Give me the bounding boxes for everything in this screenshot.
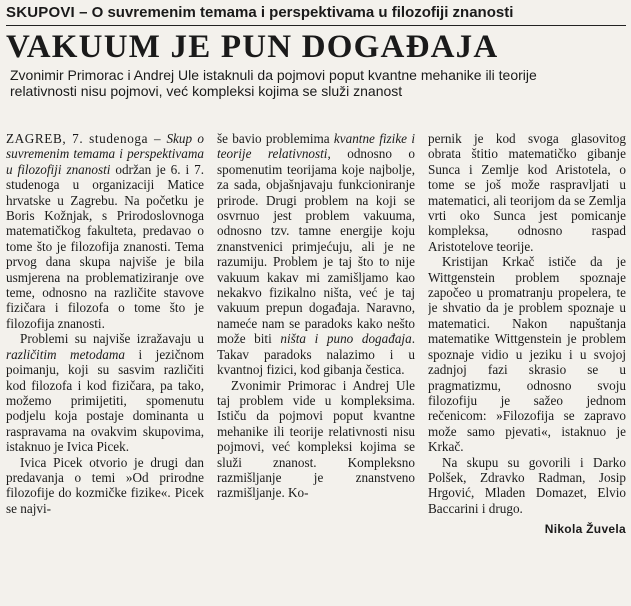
col3-paragraph-2: Kristijan Krkač ističe da je Wittgenstein problem spoznaje započeo u promatranju propelera, te je shvatio da je problem spoznaje u matematici. Nakon napuštanja matematike Wittgenstein je problem spoznaje vidio u jeziku i u svojoj zadnjoj fazi skrasio se u pragmatizmu, odnosno svoju filozofiju je sažeo jednom rečenicom: »Filozofija se zapravo može samo pjevati«, istaknuo je Krkač. xyxy=(428,254,626,455)
col2-p1-a: še bavio problemima xyxy=(217,131,334,146)
col1-p1-text: održan je 6. i 7. studenoga u organizaciji Matice hrvatske u Zagrebu. Na početku je Boris Kožnjak, s Prirodoslovnoga matematičkog fakulteta, predavao o tome što je filozofija znanosti. Tema prvog dana skupa najviše je bila usmjerena na problematiziranje ove teme, odnosno na različite stavove fizičara i filozofa o tome što je filozofija znanosti. xyxy=(6,161,204,331)
col1-paragraph-3: Ivica Picek otvorio je drugi dan predavanja o temi »Od prirodne filozofije do kozmičke fizike«. Picek se najvi- xyxy=(6,454,204,516)
col3-paragraph-3: Na skupu su govorili i Darko Polšek, Zdravko Radman, Josip Hrgović, Mladen Domazet, Elvio Baccarini i drugo. xyxy=(428,454,626,516)
event-name: Skup o suvremenim temama i perspektivama u filozofiji znanosti xyxy=(6,131,204,177)
col2-p1-c: . Takav paradoks nalazimo i u kvantnoj fizici, kod gibanja čestica. xyxy=(217,331,415,378)
col1-p2-b: i jezičnom poimanju, koji su sasvim različiti kod filozofa i kod fizičara, pa tako, možemo primijetiti, spomenutu podjelu koja postaje dominanta u raspravama na ovakvim skupovima, istaknuo je Ivica Picek. xyxy=(6,346,204,455)
col2-p1-italic: kvantne fizike i teorije relativnosti xyxy=(217,131,415,162)
article-body xyxy=(6,131,626,601)
kicker-section: SKUPOVI xyxy=(6,4,75,21)
col1-paragraph-2 xyxy=(6,331,204,454)
col1-p2-italic: različitim metodama xyxy=(6,346,125,362)
kicker-rule xyxy=(6,25,626,26)
column-1 xyxy=(6,131,204,601)
dateline: ZAGREB, 7. studenoga – xyxy=(6,131,162,146)
col1-paragraph-1 xyxy=(6,131,204,331)
col1-p2-a: Problemi su najviše izražavaju u xyxy=(20,331,204,347)
col2-paragraph-1 xyxy=(217,131,415,378)
column-2 xyxy=(217,131,415,601)
deck-line-2: relativnosti nisu pojmovi, već kompleksi kojima se služi znanost xyxy=(10,83,403,99)
col2-p1-b: , odnosno o spomenutim teorijama koje najbolje, za sada, objašnjavaju funkcioniranje prirode. Drugi problem na koji se osvrnuo jest problem vakuuma, odnosno tzv. tamne energije koju znanstvenici primjećuju, ali je ne razumiju. Problem je taj što to nije vakuum kakav mi zamišljamo kao nekakvo fizikalno ništa, već je taj vakuum prepun događaja. Naravno, nameće nam se paradoks kako nešto može biti xyxy=(217,146,415,347)
column-3 xyxy=(428,131,626,601)
article xyxy=(6,4,626,602)
col2-paragraph-2: Zvonimir Primorac i Andrej Ule taj problem vide u kompleksima. Ističu da pojmovi poput kvantne mehanike ili teorije relativnosti nisu pojmovi, već kompleksi kojima se služi znanost. Kompleksno razmišljanje je znanstveno razmišljanje. Ko- xyxy=(217,377,415,501)
deck xyxy=(6,67,610,99)
byline: Nikola Žuvela xyxy=(544,522,626,537)
col3-paragraph-1: pernik je kod svoga glasovitog obrata štitio matematičko gibanje Sunca i Zemlje kod Aristotela, o tome se još može raspravljati u matematici, ali teorijom da se Zemlja vrti oko Sunca jest pomicanje kompleksa, odnosno raspad Aristotelove teorije. xyxy=(428,131,626,254)
col2-p1-italic-2: ništa i puno događaja xyxy=(280,331,412,347)
kicker-text: – O suvremenim temama i perspektivama u filozofiji znanosti xyxy=(79,4,514,21)
headline: VAKUUM JE PUN DOGAĐAJA xyxy=(6,29,499,65)
kicker xyxy=(6,4,626,22)
deck-line-1: Zvonimir Primorac i Andrej Ule istaknuli da pojmovi poput kvantne mehanike ili teorije xyxy=(10,67,537,83)
